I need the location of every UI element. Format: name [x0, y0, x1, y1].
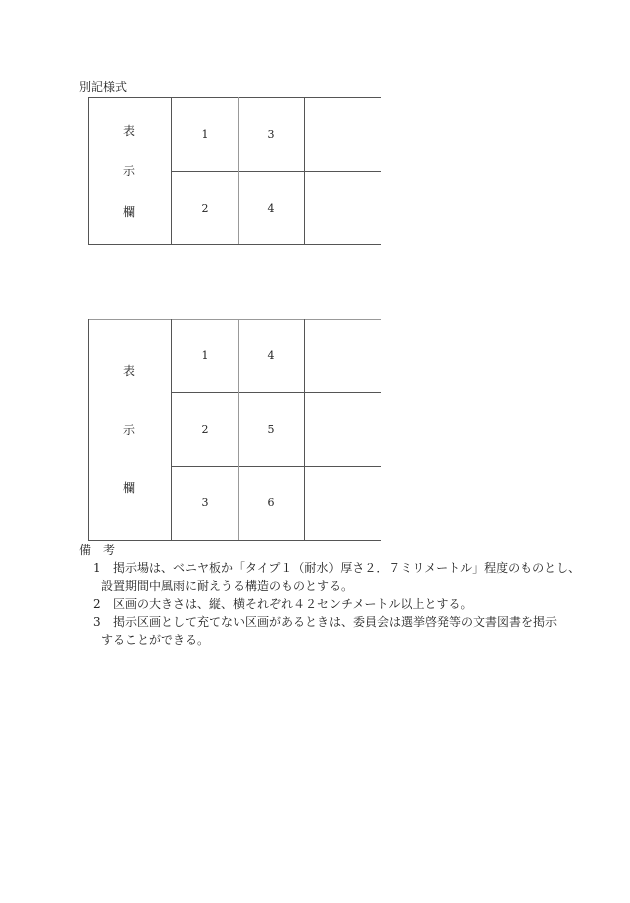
table1-label-char: 表 [122, 124, 135, 138]
table1-cell: 3 [267, 128, 275, 141]
table1-top-border [88, 97, 381, 98]
table2-col-divider-2 [238, 319, 239, 540]
table2-cell: 4 [267, 349, 275, 362]
table2-label-char: 欄 [122, 481, 135, 495]
table2-cell: 5 [267, 423, 275, 436]
note-text: 掲示区画として充てない区画があるときは、委員会は選挙啓発等の文書図書を掲示 [113, 615, 558, 629]
table2-left-border [88, 319, 89, 540]
note-number: 2 [93, 597, 101, 611]
note-text: 掲示場は、ベニヤ板か「タイプ１（耐水）厚さ２．７ミリメートル」程度のものとし、 [113, 561, 581, 575]
form-title: 別記様式 [79, 80, 128, 94]
note-number: 3 [93, 615, 101, 629]
table1-left-border [88, 97, 89, 244]
note-item-3 [93, 614, 557, 631]
note-item-3-continued: することができる。 [101, 633, 210, 647]
table2-row-divider-1 [171, 392, 381, 393]
note-item-1 [93, 560, 580, 577]
table2-row-divider-2 [171, 466, 381, 467]
table1-cell: 2 [201, 202, 209, 215]
table1-label-char: 欄 [122, 205, 135, 219]
table2-col-divider-1 [171, 319, 172, 540]
table1-cell: 1 [201, 128, 209, 141]
table2-cell: 2 [201, 423, 209, 436]
table2-col-divider-3 [304, 319, 305, 540]
table2-label-char: 示 [122, 423, 135, 437]
table2-cell: 6 [267, 496, 275, 509]
table2-cell: 1 [201, 349, 209, 362]
note-text: 区画の大きさは、縦、横それぞれ４２センチメートル以上とする。 [113, 597, 473, 611]
table1-col-divider-2 [238, 97, 239, 244]
table2-top-border [88, 319, 381, 320]
note-item-2 [93, 596, 473, 613]
table1-col-divider-1 [171, 97, 172, 244]
table1-col-divider-3 [304, 97, 305, 244]
table1-row-divider [171, 171, 381, 172]
table2-bottom-border [88, 540, 381, 541]
note-item-1-continued: 設置期間中風雨に耐えうる構造のものとする。 [101, 579, 354, 593]
table1-bottom-border [88, 244, 381, 245]
table1-label-char: 示 [122, 164, 135, 178]
table2-cell: 3 [201, 496, 209, 509]
table2-label-char: 表 [122, 364, 135, 378]
note-number: 1 [93, 561, 101, 575]
notes-heading: 備 考 [79, 543, 116, 557]
table1-cell: 4 [267, 202, 275, 215]
